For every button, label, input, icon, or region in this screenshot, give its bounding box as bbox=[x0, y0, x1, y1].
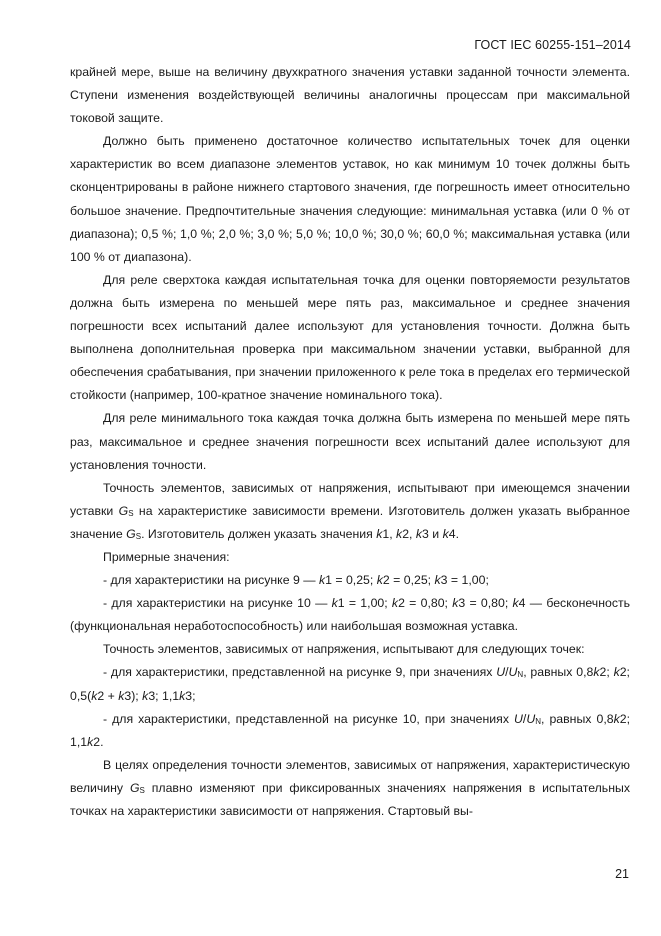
paragraph-test-points: Должно быть применено достаточное количество испытательных точек для оценки характеристик во всем диапазоне элементов уставок, но как минимум 10 точек должны быть сконцентрированы в районе нижнего стартового значения, где погрешность имеет относительно большое значение. Предпочтительные значения следующие: минимальная уставка (или 0 % от диапазона); 0,5 %; 1,0 %; 2,0 %; 3,0 %; 5,0 %; 10,0 %; 30,0 %; 60,0 %; максимальная уставка (или 100 % от диапазона). bbox=[70, 134, 630, 264]
document-standard-code: ГОСТ IEC 60255-151–2014 bbox=[474, 38, 631, 52]
paragraph-voltage-determination: В целях определения точности элементов, зависимых от напряжения, характеристическую величину $G_S$ плавно изменяют при фиксированных значениях напряжения в испытательных точках на характеристики зависимости от напряжения. Стартовый вы- bbox=[70, 757, 630, 818]
page-number: 21 bbox=[615, 867, 629, 881]
paragraph-test-points-voltage: Точность элементов, зависимых от напряжения, испытывают для следующих точек: bbox=[103, 642, 585, 657]
paragraph-voltage-dependent-accuracy: Точность элементов, зависимых от напряжения, испытывают при имеющемся значении уставки $G_S$ на характеристике зависимости времени. Изготовитель должен указать выбранное значение $G_S$. Изготовитель должен указать значения k1, k2, k3 и k4. bbox=[70, 480, 630, 541]
list-item-figure-9-points: - для характеристики, представленной на рисунке 9, при значениях $U/U_N$, равных 0,8k2; k2; 0,5(k2 + k3); k3; 1,1k3; bbox=[70, 665, 630, 703]
paragraph-undercurrent-relay: Для реле минимального тока каждая точка должна быть измерена по меньшей мере пять раз, максимальное и среднее значения погрешности всех испытаний далее используют для установления точности. bbox=[70, 411, 630, 472]
list-item-figure-10-points: - для характеристики, представленной на рисунке 10, при значениях $U/U_N$, равных 0,8k2; 1,1k2. bbox=[70, 711, 630, 749]
paragraph-continuation: крайней мере, выше на величину двухкратного значения уставки заданной точности элемента. Ступени изменения воздействующей величины аналогичны процессам при максимальной токовой защите. bbox=[70, 65, 630, 126]
paragraph-example-values: Примерные значения: bbox=[103, 549, 230, 564]
list-item-figure-9: - для характеристики на рисунке 9 — k1 = 0,25; k2 = 0,25; k3 = 1,00; bbox=[103, 573, 489, 588]
paragraph-overcurrent-relay: Для реле сверхтока каждая испытательная точка для оценки повторяемости результатов должна быть измерена по меньшей мере пять раз, максимальное и среднее значения погрешности всех испытаний далее используют для установления точности. Должна быть выполнена дополнительная проверка при максимальном значении уставки, выбранной для обеспечения срабатывания, при значении приложенного к реле тока в пределах его термической стойкости (например, 100-кратное значение номинального тока). bbox=[70, 272, 630, 403]
page-body bbox=[70, 61, 630, 823]
list-item-figure-10: - для характеристики на рисунке 10 — k1 = 1,00; k2 = 0,80; k3 = 0,80; k4 — бесконечность (функциональная неработоспособность) или наибольшая возможная уставка. bbox=[70, 596, 631, 634]
